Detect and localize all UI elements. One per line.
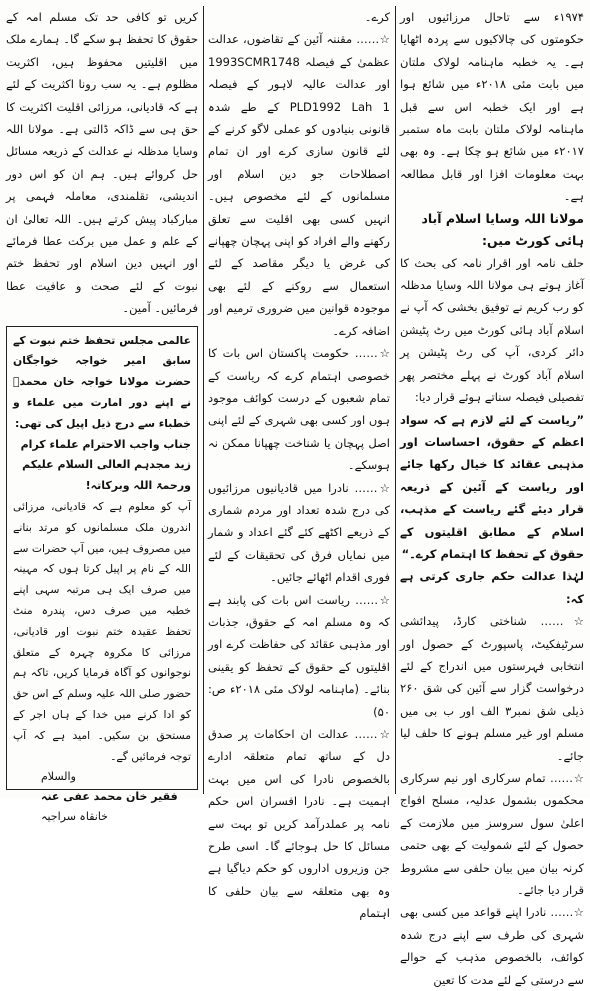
- appeal-place: خانقاہ سراجیہ: [41, 810, 108, 824]
- order-item-id-card: ☆…… شناختی کارڈ، پیدائشی سرٹیفکیٹ، پاسپورٹ کے حصول اور انتخابی فہرستوں میں اندراج کے لئے درخواست گزار سے آئین کی شق ۲۶۰ ذیلی شق نمبر۳ الف اور ب بی میں مسلم اور غیر مسلم ہونے کا حلف لیا جائے۔: [400, 614, 585, 763]
- court-order-intro: لہٰذا عدالت حکم جاری کرتی ہے کہ:: [400, 569, 584, 606]
- order-item-census-discrepancy: ☆…… نادرا میں قادیانیوں مرزائیوں کی درج شدہ تعداد اور مردم شماری کے ذریعے اکٹھے کئے گئے اعداد و شمار میں نمایاں فرق کی تحقیقات کے لئے فوری اقدام اٹھائے جائیں۔: [208, 480, 390, 585]
- right-intro-paragraph: ۱۹۷۴ء سے تاحال مرزائیوں اور حکومتوں کی چالاکیوں سے پردہ اٹھایا ہے۔ یہ خطبہ ماہنامہ لولاک ملتان میں بابت مئی ۲۰۱۸ء میں شائع ہوا ہے اور ایک خطبہ اس سے قبل ماہنامہ لولاک ملتان بابت ماہ ستمبر ۲۰۱۷ء میں شائع ہو چکا ہے۔ وہ بھی بہت معلومات افزا اور قابل مطالعہ ہے۔: [400, 10, 585, 204]
- left-column: [6, 6, 198, 824]
- middle-column: [208, 6, 391, 921]
- section-heading: مولانا اللہ وسایا اسلام آباد ہائی کورٹ میں:: [421, 210, 584, 248]
- order-item-state-duty: ☆…… ریاست اس بات کی پابند ہے کہ وہ مسلم امہ کے حقوق، جذبات اور مذہبی عقائد کی حفاظت کرے اور اقلیتوں کے حقوق کے تحفظ کو یقینی بنائے۔ (ماہنامہ لولاک مئی ۲۰۱۸ء ص: ۵۰): [208, 592, 391, 719]
- appeal-body: آپ کو معلوم ہے کہ قادیانی، مرزائی اندرون ملک مسلمانوں کو مرتد بنانے میں مصروف ہیں، میں آپ حضرات سے اللہ کے نام پر اپیل کرتا ہوں کہ مہینہ میں صرف ایک ہی مرتبہ سہی اپنے خطبہ میں صرف دس، پندرہ منٹ تحفظ عقیدہ ختم نبوت اور قادیانی، مرزائی کا مکروہ چہرہ کے متعلق نوجوانوں کو آگاہ فرمایا کریں، تاکہ ہم حضور صلی اللہ علیہ وسلم کے اس حق کو ادا کرنے میں خدا کے ہاں اجر کے مستحق بن سکیں۔ امید ہے کہ آپ توجہ فرمائیں گے۔: [13, 500, 191, 763]
- column-divider-right: [395, 6, 396, 794]
- appeal-box: [6, 326, 198, 824]
- column-divider-left: [203, 6, 204, 794]
- order-item-nadra-rules: ☆…… نادرا اپنے قواعد میں کسی بھی شہری کی طرف سے اپنے درج شدہ کوائف، بالخصوص مذہب کے حوالے سے درستی کے لئے مدت کا تعین: [400, 905, 584, 987]
- petition-paragraph: حلف نامہ اور اقرار نامہ کی بحث کا آغاز ہوتے ہی مولانا اللہ وسایا مدظلہ کو رب کریم نے توفیق بخشی کہ آپ نے اسلام آباد ہائی کورٹ میں رٹ پٹیشن دائر کردی، آپ کی رٹ پٹیشن پر اسلام آباد کورٹ نے پہلے مختصر پھر تفصیلی فیصلہ سناتے ہوئے قرار دیا:: [400, 255, 584, 405]
- appeal-closing: والسلام: [41, 770, 76, 784]
- right-column: [400, 6, 585, 987]
- conclusion-paragraph: کریں تو کافی حد تک مسلم امہ کے حقوق کا تحفظ ہو سکے گا۔ ہمارے ملک میں اقلیتیں محفوظ ہیں، اکثریت مظلوم ہے۔ یہ سب رونا اکثریت کے لئے ہے کہ قادیانی، مرزائی اقلیت اکثریت کا حق ہی سے ڈاکہ ڈالتی ہے۔ مولانا اللہ وسایا مدظلہ نے عدالت کے ذریعہ مسائل حل کروائے ہیں۔ ہم ان کو اس دور اندیشی، تقلمندی، معاملہ فہمی پر مبارکباد پیش کرتے ہیں۔ اللہ تعالیٰ ان کے علم و عمل میں برکت عطا فرمائے اور انہیں دین اسلام اور تحفظ ختم نبوت کے لئے صحت و عافیت عطا فرمائیں۔ آمین۔: [6, 10, 198, 316]
- appeal-signature: فقیر خان محمد عفی عنہ: [41, 790, 178, 804]
- continuation-text: کرے۔: [364, 10, 390, 24]
- order-item-government-jobs: ☆…… تمام سرکاری اور نیم سرکاری محکموں بشمول عدلیہ، مسلح افواج اعلیٰ سول سروسز میں ملازمت کے حصول کے لئے شمولیت کے بھی حتمی کرنہ بیان میں بیان حلفی سے مشروط قرار دیا جائے۔: [400, 771, 584, 898]
- appeal-intro: عالمی مجلس تحفظ ختم نبوت کے سابق امیر خواجہ خواجگان حضرت مولانا خواجہ خان محمدؒ نے اپنے دور امارت میں علماء و خطباء سے درج ذیل اپیل کی تھی:: [13, 333, 191, 430]
- appeal-greeting: جناب واجب الاحترام علماء کرام زید مجدہم العالی السلام علیکم ورحمۃ اللہ وبرکاتہ!: [20, 437, 191, 493]
- order-item-implementation: ☆…… عدالت ان احکامات پر صدق دل کے ساتھ تمام متعلقہ ادارے بالخصوص نادرا کی اس میں بہت اہمیت ہے۔ نادرا افسران اس حکم نامہ پر عملدرآمد کریں تو بہت سے مسائل کا حل ہوجائے گا۔ اسی طرح جن وزیروں اداروں کو حکم دیاگیا ہے وہ بھی متعلقہ سے بیان حلفی کا اہتمام: [208, 727, 390, 921]
- court-quote: ”ریاست کے لئے لازم ہے کہ سواد اعظم کے حقوق، احساسات اور مذہبی عقائد کا خیال رکھا جائے اور ریاست کے آئین کے ذریعہ قرار دیئے گئے ریاست کے مذہب، اسلام کے مطابق اقلیتوں کے حقوق کے تحفظ کا اہتمام کرے۔“: [400, 412, 584, 561]
- order-item-legislation: ☆…… مقننہ آئین کے تقاضوں، عدالت عظمیٰ کے فیصلہ 1993SCMR1748 اور عدالت عالیہ لاہور کے فیصلہ PLD1992 Lah 1 کے طے شدہ قانونی بنیادوں کو عملی لاگو کرنے کے لئے قانون سازی کرے اور ان تمام اصطلاحات جو دین اسلام اور مسلمانوں کے لئے مخصوص ہیں۔ انہیں کسی بھی اقلیت سے تعلق رکھنے والے افراد کو اپنی پہچان چھپانے کی غرض یا دیگر مقاصد کے لئے استعمال سے روکنے کے لئے بھی موجودہ قوانین میں ضروری ترمیم اور اضافہ کرے۔: [208, 32, 390, 338]
- order-item-government-records: ☆…… حکومت پاکستان اس بات کا خصوصی اہتمام کرے کہ ریاست کے تمام شعبوں کے درست کوائف موجود ہوں اور کسی بھی شہری کے لئے اپنی اصل پہچان یا شناخت چھپانا ممکن نہ ہوسکے۔: [208, 346, 390, 473]
